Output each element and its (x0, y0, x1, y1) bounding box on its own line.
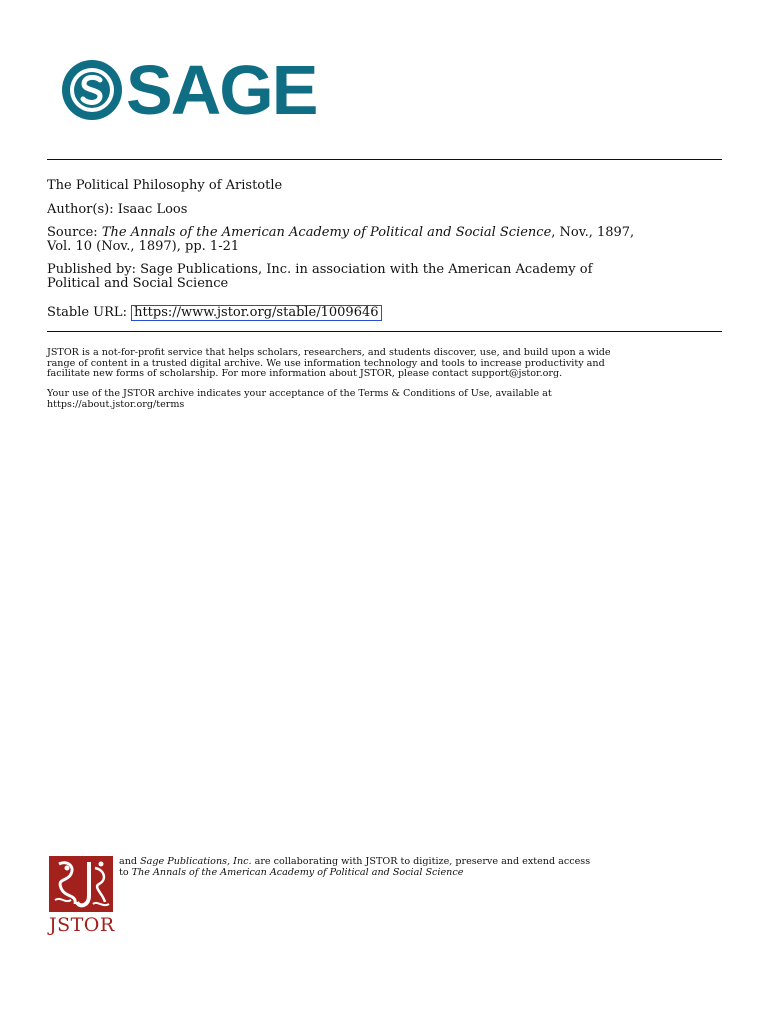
jstor-logo (49, 856, 113, 936)
top-divider (47, 159, 722, 160)
collaboration-statement: and Sage Publications, Inc. are collaborating with JSTOR to digitize, preserve and extend access to The Annals of the American Academy of Political and Social Science (119, 856, 591, 878)
collab-publisher: Sage Publications, Inc. (140, 856, 252, 867)
article-title: The Political Philosophy of Aristotle (47, 178, 283, 193)
stable-url-row (47, 305, 727, 321)
jstor-wordmark: JSTOR (49, 914, 115, 936)
terms-notice: Your use of the JSTOR archive indicates your acceptance of the Terms & Conditions of Use, available at https://about.jstor.org/terms (47, 389, 727, 410)
jstor-emblem-icon (49, 856, 113, 912)
stable-url-link[interactable]: https://www.jstor.org/stable/1009646 (131, 305, 381, 321)
sage-wordmark: SAGE (126, 51, 317, 129)
stable-url-label: Stable URL: (47, 305, 132, 320)
jstor-notice: JSTOR is a not-for-profit service that helps scholars, researchers, and students discover, use, and build upon a wide range of content in a trusted digital archive. We use information technology and tools to increase productivity and facilitate new forms of scholarship. For more information about JSTOR, please contact support@jstor.org. (47, 347, 611, 380)
collab-journal: The Annals of the American Academy of Political and Social Science (131, 867, 464, 878)
source-date: , Nov., 1897, (551, 225, 635, 240)
article-author (47, 203, 727, 217)
author-label: Author(s): (47, 202, 118, 217)
article-source (47, 226, 727, 254)
middle-divider (47, 331, 722, 332)
sage-logo (60, 51, 317, 129)
source-journal: The Annals of the American Academy of Political and Social Science (101, 225, 552, 240)
article-publisher: Published by: Sage Publications, Inc. in association with the American Academy of Political and Social Science (47, 262, 593, 291)
terms-link[interactable]: https://about.jstor.org/terms (47, 398, 185, 410)
sage-s-circle-icon (60, 58, 124, 122)
author-name: Isaac Loos (117, 202, 188, 217)
source-label: Source: (47, 225, 102, 240)
source-volume: Vol. 10 (Nov., 1897), pp. 1-21 (47, 239, 240, 254)
